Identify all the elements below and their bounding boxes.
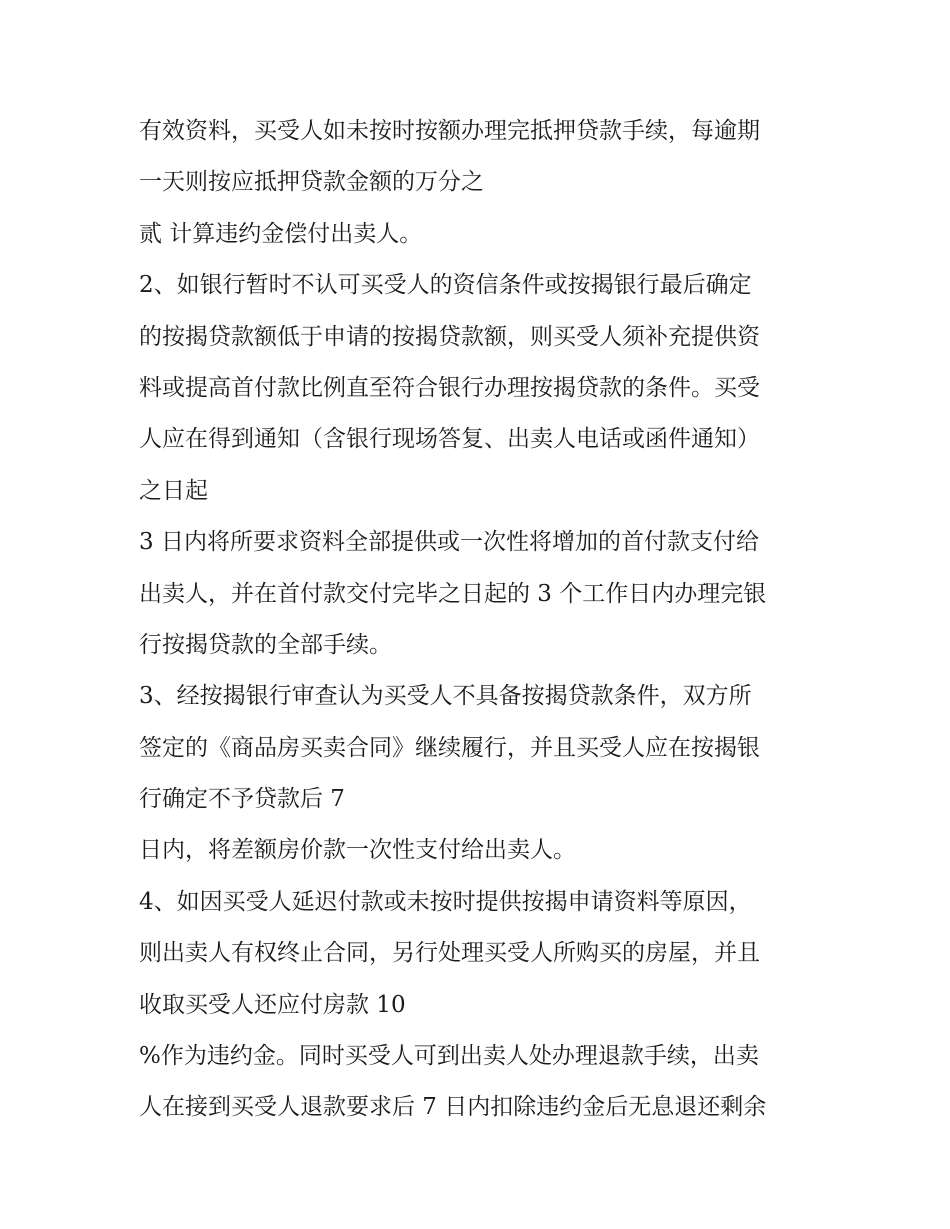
text-line: 之日起	[139, 477, 208, 504]
text-line: 签定的《商品房买卖合同》继续履行，并且买受人应在按揭银	[139, 734, 760, 761]
text-line: %作为违约金。同时买受人可到出卖人处办理退款手续，出卖	[139, 1043, 759, 1070]
text-line: 行确定不予贷款后 7	[139, 786, 345, 813]
text-line: 人在接到买受人退款要求后 7 日内扣除违约金后无息退还剩余	[139, 1094, 767, 1121]
text-line: 有效资料，买受人如未按时按额办理完抵押贷款手续，每逾期	[139, 118, 760, 144]
text-line: 收取买受人还应付房款 10	[139, 991, 406, 1018]
text-line: 则出卖人有权终止合同，另行处理买受人所购买的房屋，并且	[139, 940, 760, 967]
text-line: 贰 计算违约金偿付出卖人。	[139, 220, 423, 247]
text-line: 的按揭贷款额低于申请的按揭贷款额，则买受人须补充提供资	[139, 323, 760, 350]
text-line: 出卖人，并在首付款交付完毕之日起的 3 个工作日内办理完银	[139, 580, 767, 607]
text-line: 3 日内将所要求资料全部提供或一次性将增加的首付款支付给	[139, 529, 759, 556]
text-line: 4、如因买受人延迟付款或未按时提供按揭申请资料等原因，	[139, 888, 752, 915]
document-body	[139, 106, 829, 1134]
text-line: 2、如银行暂时不认可买受人的资信条件或按揭银行最后确定	[139, 272, 752, 299]
text-line: 人应在得到通知（含银行现场答复、出卖人电话或函件通知）	[139, 426, 760, 453]
text-line: 一天则按应抵押贷款金额的万分之	[139, 169, 484, 196]
text-line: 行按揭贷款的全部手续。	[139, 631, 392, 658]
text-line: 料或提高首付款比例直至符合银行办理按揭贷款的条件。买受	[139, 374, 760, 401]
text-line: 日内，将差额房价款一次性支付给出卖人。	[139, 837, 576, 864]
text-line: 3、经按揭银行审查认为买受人不具备按揭贷款条件，双方所	[139, 683, 752, 710]
